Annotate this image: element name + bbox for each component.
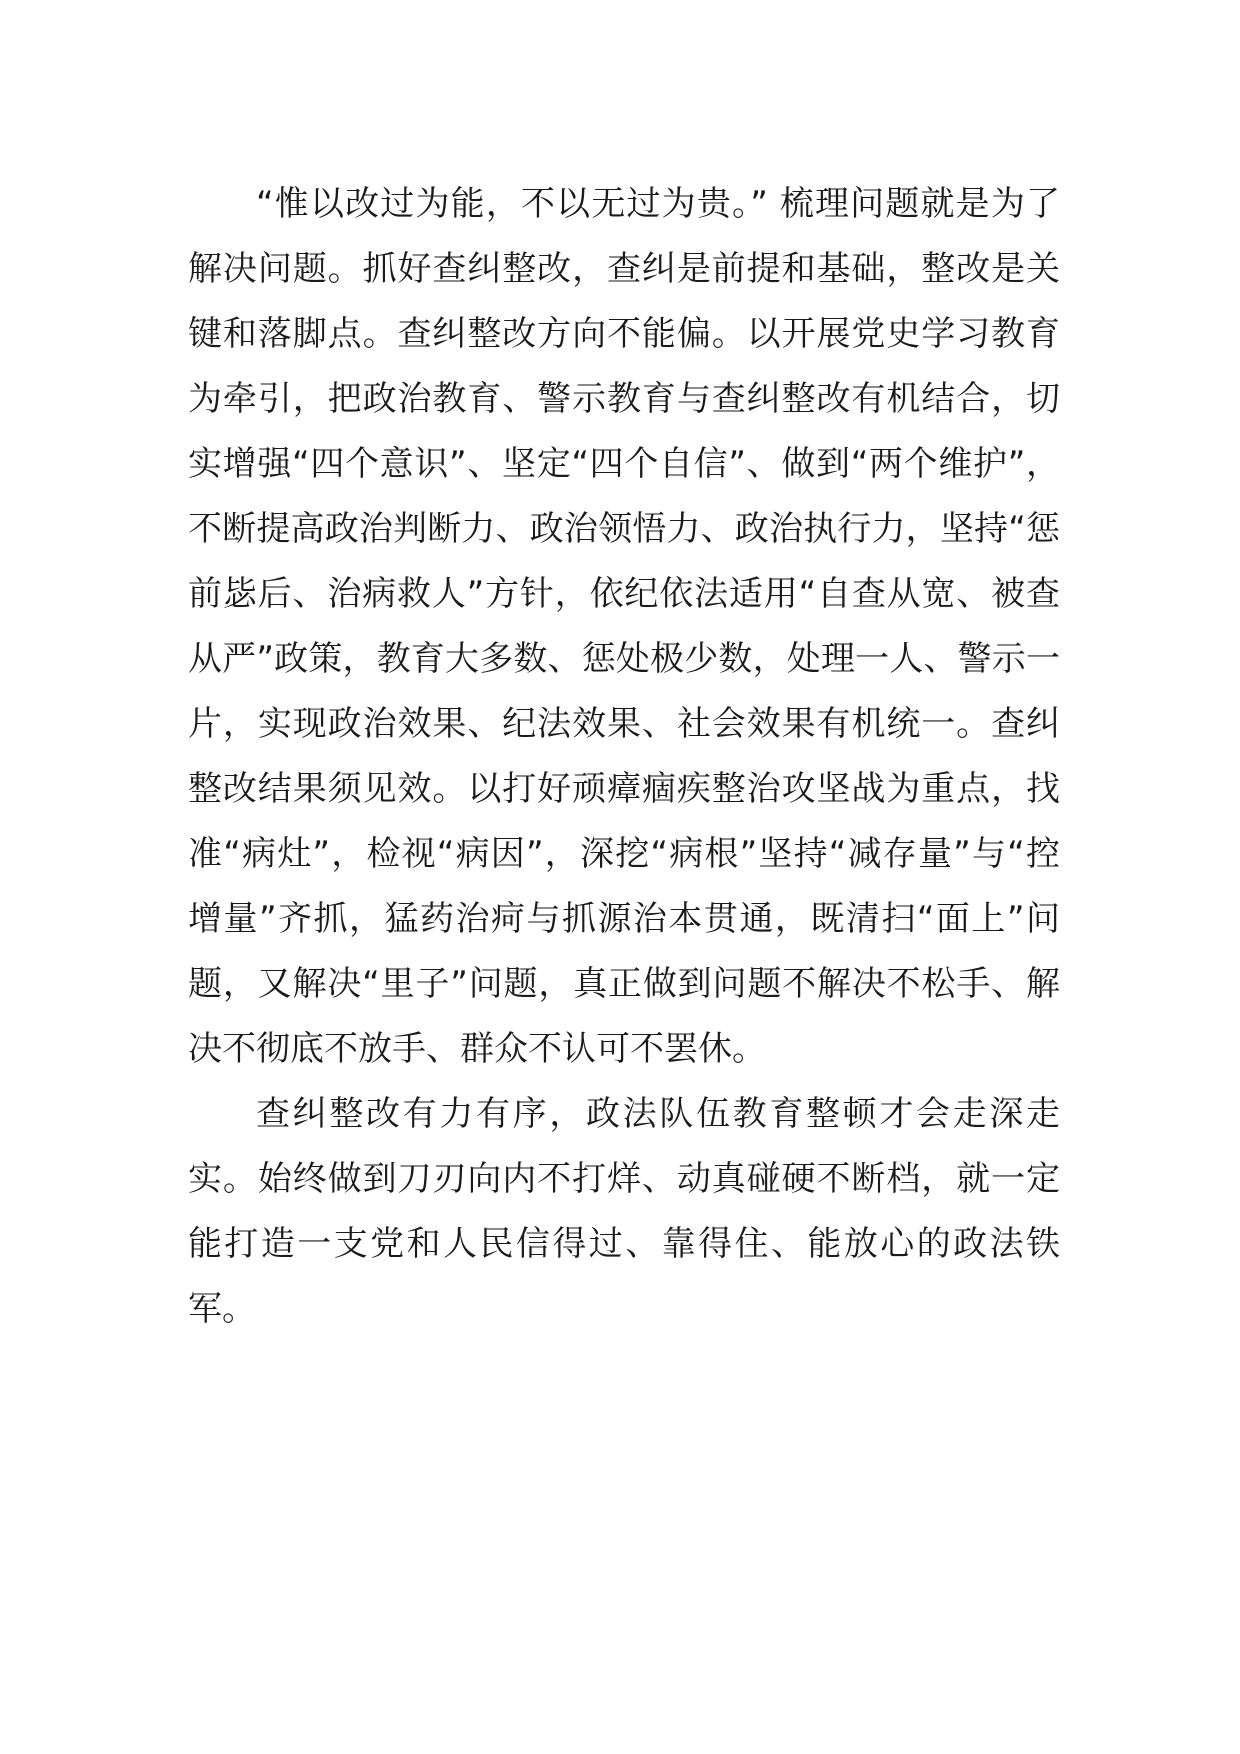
body-text: [188, 172, 1060, 1342]
paragraph-1: “惟以改过为能，不以无过为贵。” 梳理问题就是为了解决问题。抓好查纠整改，查纠是前提和基础，整改是关键和落脚点。查纠整改方向不能偏。以开展党史学习教育为牵引，把政治教育、警示教育与查纠整改有机结合，切实增强“四个意识”、坚定“四个自信”、做到“两个维护”，不断提高政治判断力、政治领悟力、政治执行力，坚持“惩前毖后、治病救人”方针，依纪依法适用“自查从宽、被查从严”政策，教育大多数、惩处极少数，处理一人、警示一片，实现政治效果、纪法效果、社会效果有机统一。查纠整改结果须见效。以打好顽瘴痼疾整治攻坚战为重点，找准“病灶”，检视“病因”，深挖“病根”坚持“减存量”与“控增量”齐抓，猛药治疴与抓源治本贯通，既清扫“面上”问题，又解决“里子”问题，真正做到问题不解决不松手、解决不彻底不放手、群众不认可不罢休。: [188, 184, 1060, 1069]
paragraph-2: 查纠整改有力有序，政法队伍教育整顿才会走深走实。始终做到刀刃向内不打烊、动真碰硬不断档，就一定能打造一支党和人民信得过、靠得住、能放心的政法铁军。: [188, 1094, 1060, 1329]
